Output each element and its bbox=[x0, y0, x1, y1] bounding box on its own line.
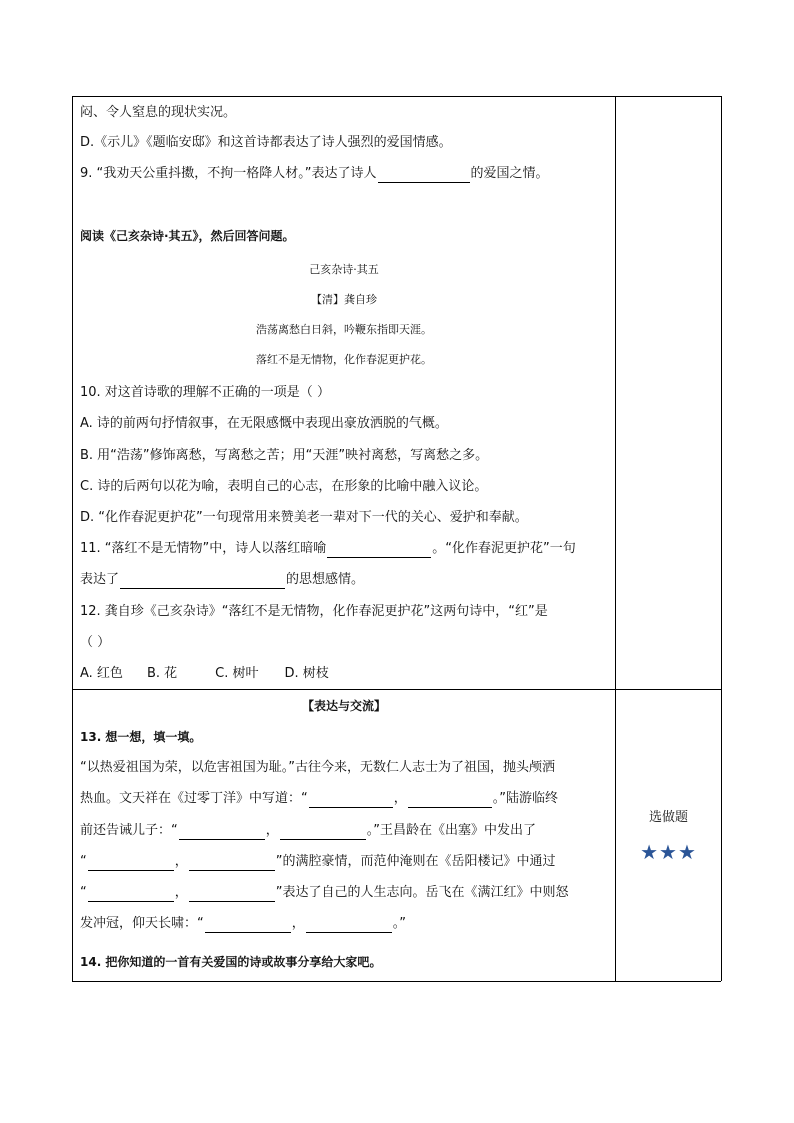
answer-blank[interactable] bbox=[408, 794, 492, 808]
option-b[interactable]: B. 花 bbox=[146, 666, 178, 681]
question-9 bbox=[80, 165, 549, 183]
answer-blank[interactable] bbox=[120, 575, 285, 589]
paragraph-line-4 bbox=[80, 853, 556, 871]
table-border-left bbox=[72, 96, 73, 981]
question-11-text-3: 表达了 bbox=[80, 572, 120, 587]
text: 前还告诫儿子：“ bbox=[80, 823, 178, 838]
answer-blank[interactable] bbox=[189, 857, 275, 871]
poem-line-2: 落红不是无情物，化作春泥更护花。 bbox=[256, 353, 432, 366]
question-11 bbox=[80, 540, 576, 558]
table-border-top bbox=[72, 96, 721, 97]
option-d-previous: D.《示儿》《题临安邸》和这首诗都表达了诗人强烈的爱国情感。 bbox=[80, 135, 452, 150]
answer-blank[interactable] bbox=[179, 826, 265, 840]
option-a[interactable]: A. 红色 bbox=[80, 666, 123, 681]
question-10-option-b: B. 用“浩荡”修饰离愁，写离愁之苦；用“天涯”映衬离愁，写离愁之多。 bbox=[80, 448, 489, 463]
poem-line-1: 浩荡离愁白日斜，吟鞭东指即天涯。 bbox=[256, 323, 432, 336]
section-header: 【表达与交流】 bbox=[301, 699, 386, 713]
answer-blank[interactable] bbox=[205, 919, 291, 933]
text: 。”陆游临终 bbox=[492, 791, 559, 806]
option-d[interactable]: D. 树枝 bbox=[284, 666, 329, 681]
text: ， bbox=[265, 823, 279, 838]
question-11-line-2 bbox=[80, 571, 364, 589]
text: ”的满腔豪情，而范仲淹则在《岳阳楼记》中通过 bbox=[275, 854, 556, 869]
question-11-text-2: 。“化作春泥更护花”一句 bbox=[432, 541, 576, 556]
text: “ bbox=[80, 885, 87, 900]
table-row-divider bbox=[72, 689, 721, 690]
question-14: 14. 把你知道的一首有关爱国的诗或故事分享给大家吧。 bbox=[80, 955, 382, 969]
difficulty-stars-icon: ★★★ bbox=[640, 840, 697, 864]
question-12-paren: （ ） bbox=[80, 635, 111, 650]
text: ， bbox=[174, 885, 188, 900]
reading-instruction: 阅读《己亥杂诗·其五》，然后回答问题。 bbox=[80, 229, 295, 243]
question-9-tail: 的爱国之情。 bbox=[470, 166, 549, 181]
answer-blank[interactable] bbox=[280, 826, 366, 840]
question-10-option-d: D. “化作春泥更护花”一句现常用来赞美老一辈对下一代的关心、爱护和奉献。 bbox=[80, 510, 528, 525]
text-continuation: 闷、令人窒息的现状实况。 bbox=[80, 105, 237, 120]
paragraph-line-1: “以热爱祖国为荣，以危害祖国为耻。”古往今来，无数仁人志士为了祖国，抛头颅洒 bbox=[80, 760, 555, 775]
table-border-right bbox=[721, 96, 722, 981]
answer-blank[interactable] bbox=[88, 888, 174, 902]
text: 。” bbox=[392, 916, 407, 931]
answer-blank[interactable] bbox=[378, 169, 470, 183]
paragraph-line-6 bbox=[80, 915, 406, 933]
text: ， bbox=[174, 854, 188, 869]
paragraph-line-2 bbox=[80, 790, 558, 808]
question-10-option-c: C. 诗的后两句以花为喻，表明自己的心志，在形象的比喻中融入议论。 bbox=[80, 479, 488, 494]
answer-blank[interactable] bbox=[88, 857, 174, 871]
table-border-bottom bbox=[72, 981, 721, 982]
answer-blank[interactable] bbox=[306, 919, 392, 933]
question-10-option-a: A. 诗的前两句抒情叙事，在无限感慨中表现出豪放洒脱的气概。 bbox=[80, 416, 448, 431]
question-13: 13. 想一想，填一填。 bbox=[80, 730, 202, 744]
paragraph-line-5 bbox=[80, 884, 569, 902]
text: ”表达了自己的人生志向。岳飞在《满江红》中则怒 bbox=[275, 885, 569, 900]
question-11-text: 11. “落红不是无情物”中，诗人以落红暗喻 bbox=[80, 541, 327, 556]
answer-blank[interactable] bbox=[327, 544, 431, 558]
poem-author: 【清】龚自珍 bbox=[311, 293, 377, 306]
text: 。”王昌龄在《出塞》中发出了 bbox=[366, 823, 537, 838]
question-12: 12. 龚自珍《己亥杂诗》“落红不是无情物，化作春泥更护花”这两句诗中，“红”是 bbox=[80, 604, 548, 619]
question-12-options bbox=[80, 665, 329, 683]
paragraph-line-3 bbox=[80, 822, 536, 840]
text: 发冲冠，仰天长啸：“ bbox=[80, 916, 204, 931]
text: ， bbox=[393, 791, 407, 806]
poem-title: 己亥杂诗·其五 bbox=[309, 263, 379, 276]
text: “ bbox=[80, 854, 87, 869]
optional-label: 选做题 bbox=[648, 810, 688, 825]
question-10: 10. 对这首诗歌的理解不正确的一项是（ ） bbox=[80, 385, 330, 400]
text: 热血。文天祥在《过零丁洋》中写道：“ bbox=[80, 791, 308, 806]
question-9-text: 9. “我劝天公重抖擞，不拘一格降人材。”表达了诗人 bbox=[80, 166, 377, 181]
text: ， bbox=[291, 916, 305, 931]
question-11-tail: 的思想感情。 bbox=[286, 572, 365, 587]
answer-blank[interactable] bbox=[189, 888, 275, 902]
answer-blank[interactable] bbox=[309, 794, 393, 808]
option-c[interactable]: C. 树叶 bbox=[215, 666, 259, 681]
